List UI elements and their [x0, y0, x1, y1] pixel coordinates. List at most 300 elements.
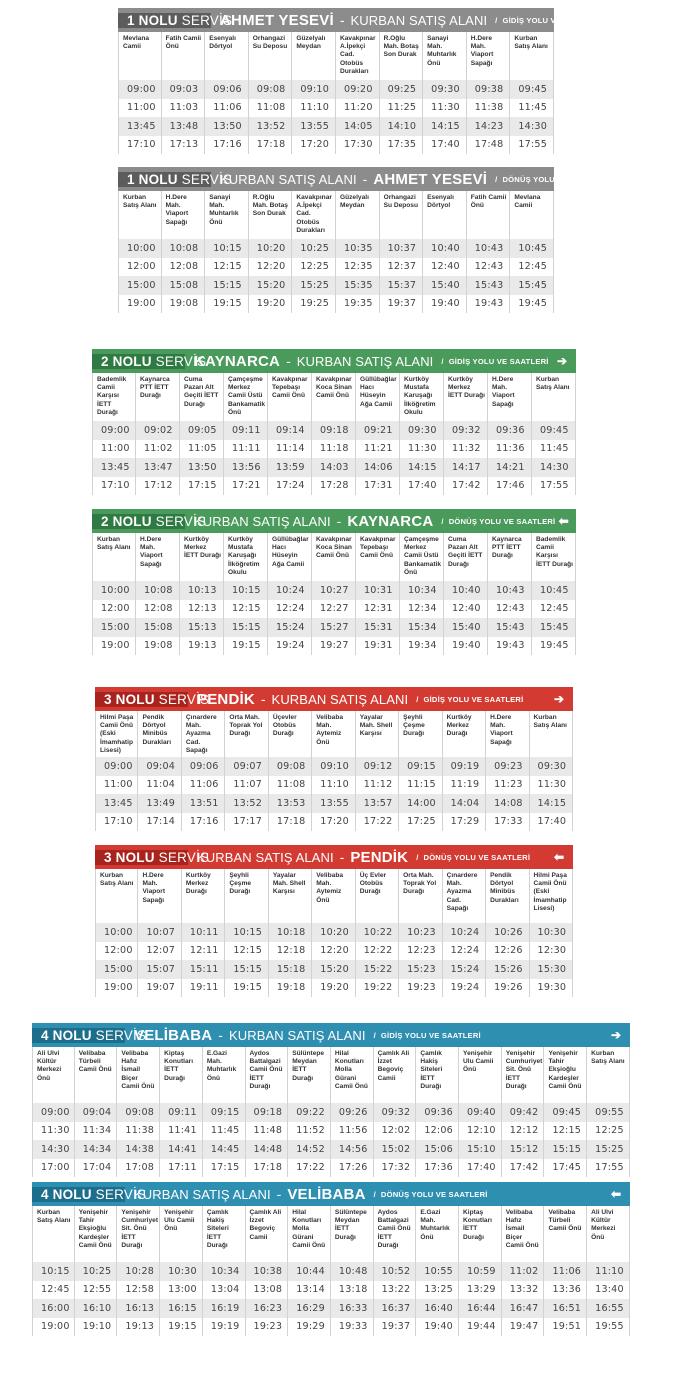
departure-time: 10:45: [510, 239, 554, 258]
departure-time: 15:20: [249, 276, 293, 295]
departure-time: 19:29: [288, 1318, 331, 1337]
departure-time: 17:10: [92, 477, 136, 496]
departure-time: 11:08: [269, 776, 312, 795]
stop-name: Aydos Battalgazi Camii Önü İETT Durağı: [246, 1047, 289, 1103]
departure-time: 17:28: [312, 477, 356, 496]
departure-time: 11:32: [444, 440, 488, 459]
route-origin: VELİBABA: [134, 1026, 213, 1044]
departure-time: 09:15: [203, 1103, 246, 1122]
departure-time: 15:43: [488, 618, 532, 637]
departure-time: 12:08: [162, 258, 206, 277]
departure-time: 19:45: [532, 637, 576, 656]
departure-time: 11:52: [288, 1122, 331, 1141]
stop-name: Üçevler Otobüs Durağı: [269, 711, 312, 757]
departure-time: 10:25: [75, 1262, 118, 1281]
departure-time: 09:06: [205, 80, 249, 99]
route-title: [125, 1023, 606, 1047]
departure-time: 10:27: [312, 581, 356, 600]
timetable: [92, 533, 576, 655]
departure-time: 15:15: [225, 960, 268, 979]
direction-text: DÖNÜŞ YOLU VE SAATLERİ: [380, 1189, 488, 1199]
departure-time: 19:22: [356, 979, 399, 998]
stop-name: Şeyhli Çeşme Durağı: [225, 869, 268, 923]
service-number: 1 NOLU: [127, 171, 178, 187]
timetable: [32, 1047, 630, 1177]
departure-time: 12:11: [182, 942, 225, 961]
departure-time: 09:32: [444, 421, 488, 440]
route-title: [211, 8, 602, 32]
departure-time: 11:30: [32, 1122, 75, 1141]
departure-time: 19:15: [205, 295, 249, 314]
departure-time: 15:08: [162, 276, 206, 295]
departure-time: 10:13: [180, 581, 224, 600]
stop-header-row: [95, 711, 573, 757]
departure-time: 14:06: [356, 458, 400, 477]
stop-name: Güzelyalı Meydan: [336, 191, 380, 239]
time-row: [92, 477, 576, 496]
time-row: [118, 80, 554, 99]
departure-time: 19:35: [336, 295, 380, 314]
timetable: [118, 32, 554, 154]
departure-time: 11:10: [312, 776, 355, 795]
departure-time: 11:36: [488, 440, 532, 459]
stop-name: Fatih Camii Önü: [162, 32, 206, 80]
departure-time: 15:26: [486, 960, 529, 979]
departure-time: 17:32: [374, 1159, 417, 1178]
departure-time: 14:15: [400, 458, 444, 477]
departure-time: 14:45: [203, 1140, 246, 1159]
departure-time: 15:13: [180, 618, 224, 637]
departure-time: 10:37: [380, 239, 424, 258]
route-origin: KURBAN SATIŞ ALANI: [220, 171, 357, 187]
departure-time: 13:29: [459, 1281, 502, 1300]
direction-text: DÖNÜŞ YOLU VE SAATLERİ: [502, 174, 610, 184]
stop-name: Kiptaş Konutları İETT Durağı: [459, 1206, 502, 1262]
stop-name: Kavakpınar Koca Sinan Camii Önü: [312, 373, 356, 421]
departure-time: 19:00: [92, 637, 136, 656]
departure-time: 14:30: [532, 458, 576, 477]
departure-time: 10:28: [117, 1262, 160, 1281]
departure-time: 09:23: [486, 757, 529, 776]
stop-name: Yenişehir Cumhuriyet Sit. Önü İETT Durağı: [502, 1047, 545, 1103]
departure-time: 12:20: [312, 942, 355, 961]
stop-name: Velibaba Mah. Aytemiz Önü: [312, 869, 355, 923]
departure-time: 13:08: [246, 1281, 289, 1300]
departure-time: 13:53: [269, 794, 312, 813]
departure-time: 16:13: [117, 1299, 160, 1318]
departure-time: 17:40: [459, 1159, 502, 1178]
departure-time: 12:58: [117, 1281, 160, 1300]
stop-name: Hilmi Paşa Camii Önü (Eski İmamhatip Lisesi): [530, 869, 573, 923]
direction-label: / GİDİŞ YOLU VE SAATLERİ: [495, 15, 603, 25]
stop-name: Velibaba Mah. Aytemiz Önü: [312, 711, 355, 757]
time-row: [95, 979, 573, 998]
departure-time: 12:13: [180, 600, 224, 619]
stop-name: Velibaba Türbeli Camii Önü: [75, 1047, 118, 1103]
stop-name: Pendik Dörtyol Minibüs Durakları: [138, 711, 181, 757]
departure-time: 14:30: [32, 1140, 75, 1159]
stop-name: Güzelyalı Meydan: [292, 32, 336, 80]
departure-time: 09:32: [374, 1103, 417, 1122]
stop-name: Kurtköy Merkez Durağı: [182, 869, 225, 923]
stop-name: Orta Mah. Toprak Yol Durağı: [225, 711, 268, 757]
route-title: [125, 1182, 606, 1206]
direction-label: / DÖNÜŞ YOLU VE SAATLERİ: [495, 174, 610, 184]
departure-time: 10:20: [249, 239, 293, 258]
departure-time: 09:18: [312, 421, 356, 440]
stop-name: Sanayi Mah. Muhtarlık Önü: [205, 191, 249, 239]
route-dash: -: [336, 513, 342, 529]
departure-time: 17:12: [136, 477, 180, 496]
time-row: [118, 117, 554, 136]
departure-time: 10:00: [95, 923, 138, 942]
departure-time: 14:10: [380, 117, 424, 136]
schedule-header: [95, 845, 573, 869]
departure-time: 12:12: [502, 1122, 545, 1141]
stop-name: Kurban Satış Alanı: [96, 869, 138, 923]
departure-time: 17:40: [423, 136, 467, 155]
departure-time: 09:11: [160, 1103, 203, 1122]
service-word: SERVİS: [158, 691, 210, 707]
time-row: [32, 1318, 630, 1337]
departure-time: 19:23: [399, 979, 442, 998]
stop-name: Yenişehir Ulu Camii Önü: [160, 1206, 203, 1262]
departure-time: 09:00: [92, 421, 136, 440]
departure-time: 14:34: [75, 1140, 118, 1159]
stop-name: H.Dere Mah. Viaport Sapağı: [486, 711, 529, 757]
stop-name: Yenişehir Cumhuriyet Sit. Önü İETT Durağı: [117, 1206, 160, 1262]
departure-time: 12:22: [356, 942, 399, 961]
departure-time: 11:07: [225, 776, 268, 795]
departure-time: 17:18: [246, 1159, 289, 1178]
departure-time: 11:48: [246, 1122, 289, 1141]
departure-time: 10:25: [292, 239, 336, 258]
departure-time: 14:05: [336, 117, 380, 136]
stop-name: Kiptaş Konutları İETT Durağı: [160, 1047, 203, 1103]
departure-time: 15:20: [312, 960, 355, 979]
departure-time: 12:25: [292, 258, 336, 277]
departure-time: 09:11: [224, 421, 268, 440]
departure-time: 15:31: [356, 618, 400, 637]
departure-time: 09:14: [268, 421, 312, 440]
departure-time: 16:15: [160, 1299, 203, 1318]
service-label: [32, 1027, 147, 1043]
departure-time: 19:30: [530, 979, 573, 998]
stop-name: Çınardere Mah. Ayazma Cad. Sapağı: [443, 869, 486, 923]
departure-time: 15:22: [356, 960, 399, 979]
departure-time: 17:18: [269, 813, 312, 832]
departure-time: 11:45: [532, 440, 576, 459]
departure-time: 12:23: [399, 942, 442, 961]
departure-time: 17:25: [399, 813, 442, 832]
departure-time: 11:38: [467, 99, 511, 118]
departure-time: 19:37: [374, 1318, 417, 1337]
departure-time: 09:30: [400, 421, 444, 440]
departure-time: 11:08: [249, 99, 293, 118]
route-destination: KURBAN SATIŞ ALANI: [350, 12, 488, 28]
departure-time: 11:10: [292, 99, 336, 118]
arrow-left-icon: ⬅: [609, 172, 620, 186]
stop-name: Kurban Satış Alanı: [93, 533, 136, 581]
departure-time: 14:23: [467, 117, 511, 136]
departure-time: 19:55: [587, 1318, 630, 1337]
departure-time: 16:33: [331, 1299, 374, 1318]
time-row: [32, 1281, 630, 1300]
departure-time: 10:15: [225, 923, 268, 942]
departure-time: 13:45: [95, 794, 138, 813]
departure-time: 17:33: [486, 813, 529, 832]
departure-time: 17:55: [587, 1159, 630, 1178]
schedule-block: [118, 8, 613, 154]
departure-time: 11:06: [182, 776, 225, 795]
departure-time: 11:30: [423, 99, 467, 118]
departure-time: 19:37: [380, 295, 424, 314]
departure-time: 15:27: [312, 618, 356, 637]
departure-time: 19:40: [423, 295, 467, 314]
direction-label: / GİDİŞ YOLU VE SAATLERİ: [441, 356, 549, 366]
departure-time: 10:38: [246, 1262, 289, 1281]
departure-time: 15:06: [416, 1140, 459, 1159]
route-dash: -: [286, 353, 291, 369]
departure-time: 17:04: [75, 1159, 118, 1178]
arrow-left-icon: ⬅: [558, 514, 569, 528]
departure-time: 15:45: [510, 276, 554, 295]
stop-header-row: [92, 373, 576, 421]
departure-time: 15:40: [423, 276, 467, 295]
stop-name: Kaynarca PTT İETT Durağı: [488, 533, 532, 581]
departure-time: 19:00: [32, 1318, 75, 1337]
departure-time: 14:03: [312, 458, 356, 477]
departure-time: 09:38: [467, 80, 511, 99]
departure-time: 14:30: [510, 117, 554, 136]
departure-time: 17:40: [400, 477, 444, 496]
departure-time: 17:21: [224, 477, 268, 496]
stop-name: Kurban Satış Alanı: [587, 1047, 630, 1103]
departure-time: 13:55: [292, 117, 336, 136]
departure-time: 13:47: [136, 458, 180, 477]
stop-name: H.Dere Mah. Viaport Sapağı: [488, 373, 532, 421]
departure-time: 11:30: [400, 440, 444, 459]
departure-time: 11:56: [331, 1122, 374, 1141]
departure-time: 16:55: [587, 1299, 630, 1318]
stop-name: Yenişehir Ulu Camii Önü: [459, 1047, 502, 1103]
departure-time: 17:40: [530, 813, 573, 832]
departure-time: 15:24: [443, 960, 486, 979]
departure-time: 12:02: [374, 1122, 417, 1141]
departure-time: 17:17: [225, 813, 268, 832]
time-row: [95, 942, 573, 961]
departure-time: 19:20: [312, 979, 355, 998]
arrow-left-icon: ⬅: [610, 1187, 622, 1201]
departure-time: 10:43: [467, 239, 511, 258]
stop-name: Hilal Konutları Molla Gürani Camii Önü: [288, 1206, 331, 1262]
stop-name: Aydos Battalgazi Camii Önü İETT Durağı: [374, 1206, 417, 1262]
departure-time: 15:00: [92, 618, 136, 637]
route-dash: -: [339, 12, 345, 28]
timetable: [118, 191, 554, 313]
time-row: [118, 136, 554, 155]
arrow-right-icon: ➔: [610, 1028, 622, 1042]
stop-name: Ali Ulvi Kültür Merkezi Önü: [33, 1047, 75, 1103]
departure-time: 12:00: [118, 258, 162, 277]
service-word: SERVİS: [181, 12, 233, 28]
departure-time: 13:40: [587, 1281, 630, 1300]
departure-time: 12:20: [249, 258, 293, 277]
route-title: [185, 509, 555, 533]
arrow-left-icon: ⬅: [553, 850, 565, 864]
stop-name: Çamçeşme Merkez Camii Üstü Bankamatik Önü: [400, 533, 444, 581]
departure-time: 13:56: [224, 458, 268, 477]
departure-time: 11:23: [486, 776, 529, 795]
departure-time: 19:45: [510, 295, 554, 314]
time-row: [95, 923, 573, 942]
departure-time: 17:22: [356, 813, 399, 832]
departure-time: 10:30: [530, 923, 573, 942]
departure-time: 14:38: [117, 1140, 160, 1159]
departure-time: 12:43: [467, 258, 511, 277]
stop-name: Şeyhli Çeşme Durağı: [399, 711, 442, 757]
timetable: [92, 373, 576, 495]
schedule-block: [118, 167, 620, 313]
departure-time: 09:18: [246, 1103, 289, 1122]
departure-time: 10:30: [160, 1262, 203, 1281]
schedule-header: [95, 687, 573, 711]
schedule-block: [95, 687, 573, 831]
departure-time: 11:05: [180, 440, 224, 459]
departure-time: 19:19: [203, 1318, 246, 1337]
departure-time: 19:00: [118, 295, 162, 314]
direction-label: / DÖNÜŞ YOLU VE SAATLERİ: [416, 852, 531, 862]
departure-time: 19:00: [95, 979, 138, 998]
departure-time: 12:45: [532, 600, 576, 619]
departure-time: 19:40: [444, 637, 488, 656]
departure-time: 15:00: [118, 276, 162, 295]
departure-time: 19:18: [269, 979, 312, 998]
departure-time: 10:55: [416, 1262, 459, 1281]
departure-time: 15:15: [544, 1140, 587, 1159]
departure-time: 17:08: [117, 1159, 160, 1178]
direction-label: / DÖNÜŞ YOLU VE SAATLERİ: [441, 516, 556, 526]
departure-time: 11:11: [224, 440, 268, 459]
route-dash: -: [362, 171, 368, 187]
time-row: [32, 1159, 630, 1178]
departure-time: 13:18: [331, 1281, 374, 1300]
schedule-header: [118, 167, 620, 191]
route-dash: -: [276, 1186, 282, 1202]
route-origin: KURBAN SATIŞ ALANI: [194, 513, 331, 529]
departure-time: 11:00: [95, 776, 138, 795]
departure-time: 11:10: [587, 1262, 630, 1281]
stop-name: Yenişehir Tahir Ekşioğlu Kardeşler Camii Önü: [544, 1047, 587, 1103]
departure-time: 11:41: [160, 1122, 203, 1141]
departure-time: 10:34: [400, 581, 444, 600]
departure-time: 19:24: [443, 979, 486, 998]
departure-time: 10:11: [182, 923, 225, 942]
departure-time: 09:21: [356, 421, 400, 440]
departure-time: 19:07: [138, 979, 181, 998]
departure-time: 09:06: [182, 757, 225, 776]
departure-time: 09:08: [117, 1103, 160, 1122]
departure-time: 19:23: [246, 1318, 289, 1337]
departure-time: 17:14: [138, 813, 181, 832]
departure-time: 10:43: [488, 581, 532, 600]
stop-name: Orta Mah. Toprak Yol Durağı: [399, 869, 442, 923]
direction-text: GİDİŞ YOLU VE SAATLERİ: [448, 356, 549, 366]
departure-time: 11:04: [138, 776, 181, 795]
departure-time: 12:25: [587, 1122, 630, 1141]
direction-text: DÖNÜŞ YOLU VE SAATLERİ: [423, 852, 531, 862]
time-row: [95, 813, 573, 832]
stop-name: Sülüntepe Meydan İETT Durağı: [288, 1047, 331, 1103]
schedule-header: [92, 509, 576, 533]
departure-time: 15:12: [502, 1140, 545, 1159]
service-label: [92, 353, 207, 369]
departure-time: 15:35: [336, 276, 380, 295]
direction-text: GİDİŞ YOLU VE SAATLERİ: [502, 15, 603, 25]
departure-time: 10:59: [459, 1262, 502, 1281]
departure-time: 12:24: [268, 600, 312, 619]
departure-time: 15:15: [224, 618, 268, 637]
stop-name: Velibaba Türbeli Camii Önü: [544, 1206, 587, 1262]
arrow-right-icon: ➔: [556, 354, 568, 368]
departure-time: 10:40: [423, 239, 467, 258]
departure-time: 16:51: [544, 1299, 587, 1318]
departure-time: 14:41: [160, 1140, 203, 1159]
schedule-header: [92, 349, 576, 373]
stop-name: Çamlık Hakiş Siteleri İETT Durağı: [416, 1047, 459, 1103]
departure-time: 15:18: [269, 960, 312, 979]
stop-name: Güllübağlar Hacı Hüseyin Ağa Camii: [356, 373, 400, 421]
stop-name: Çamçeşme Merkez Camii Üstü Bankamatik Önü: [224, 373, 268, 421]
departure-time: 13:36: [544, 1281, 587, 1300]
departure-time: 15:07: [138, 960, 181, 979]
departure-time: 09:15: [399, 757, 442, 776]
departure-time: 11:19: [443, 776, 486, 795]
departure-time: 15:10: [459, 1140, 502, 1159]
departure-time: 09:55: [587, 1103, 630, 1122]
departure-time: 11:38: [117, 1122, 160, 1141]
departure-time: 16:19: [203, 1299, 246, 1318]
departure-time: 19:26: [486, 979, 529, 998]
departure-time: 16:37: [374, 1299, 417, 1318]
stop-name: Hilal Konutları Molla Gürani Camii Önü: [331, 1047, 374, 1103]
departure-time: 09:30: [423, 80, 467, 99]
departure-time: 11:25: [380, 99, 424, 118]
departure-time: 19:15: [225, 979, 268, 998]
departure-time: 09:07: [225, 757, 268, 776]
departure-time: 11:02: [502, 1262, 545, 1281]
stop-name: Cuma Pazarı Alt Geçiti İETT Durağı: [444, 533, 488, 581]
service-word: SERVİS: [181, 171, 233, 187]
direction-text: GİDİŞ YOLU VE SAATLERİ: [423, 694, 524, 704]
route-origin: AHMET YESEVİ: [220, 11, 334, 29]
stop-name: H.Dere Mah. Viaport Sapağı: [467, 32, 511, 80]
departure-time: 10:15: [205, 239, 249, 258]
stop-name: Sülüntepe Meydan İETT Durağı: [331, 1206, 374, 1262]
stop-name: Velibaba Hafız İsmail Biçer Camii Önü: [117, 1047, 160, 1103]
time-row: [32, 1122, 630, 1141]
departure-time: 09:10: [312, 757, 355, 776]
stop-name: Çamlık Ali İzzet Begoviç Camii: [374, 1047, 417, 1103]
departure-time: 13:50: [205, 117, 249, 136]
schedule-block: [92, 349, 576, 495]
departure-time: 17:45: [544, 1159, 587, 1178]
service-word: SERVİS: [155, 353, 207, 369]
departure-time: 09:00: [32, 1103, 75, 1122]
departure-time: 17:42: [444, 477, 488, 496]
departure-time: 11:06: [544, 1262, 587, 1281]
departure-time: 12:15: [224, 600, 268, 619]
